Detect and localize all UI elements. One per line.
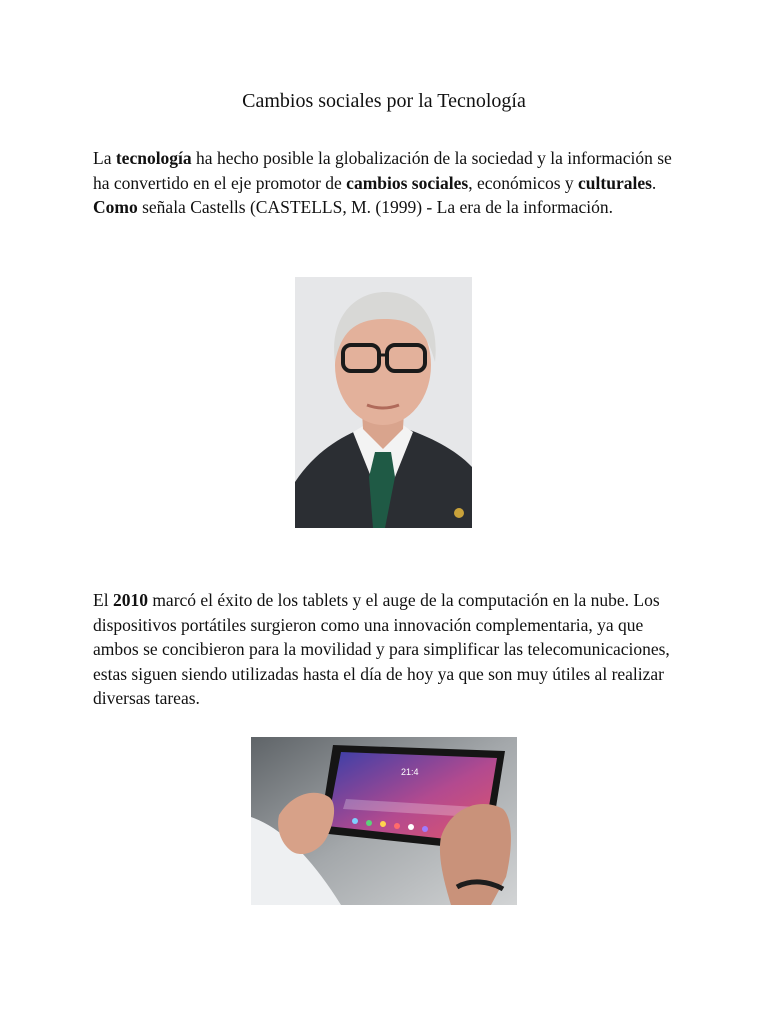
bold-run: cambios sociales bbox=[346, 172, 469, 193]
document-title: Cambios sociales por la Tecnología bbox=[242, 90, 526, 112]
bold-run: Como bbox=[93, 197, 138, 217]
text-run: La bbox=[93, 148, 116, 168]
text-run: El bbox=[93, 590, 113, 610]
text-run: . bbox=[651, 172, 657, 193]
paragraph-intro bbox=[93, 146, 683, 220]
text-run: señala Castells (CASTELLS, M. (1999) - La era de la información. bbox=[137, 197, 614, 217]
text-run: ha hecho posible la globalización de la sociedad y la información se ha convertido en el eje promotor de bbox=[93, 148, 672, 193]
portrait-illustration bbox=[295, 277, 472, 528]
tablet-photo bbox=[251, 737, 517, 905]
text-run: marcó el éxito de los tablets y el auge de la computación en la nube. Los dispositivos portátiles surgieron como una innovación complementaria, ya que ambos se concibieron para la movilidad y para simplificar las telecomunicaciones, estas siguen siendo utilizadas hasta el día de hoy ya que son muy útiles al realizar diversas tareas. bbox=[93, 590, 670, 708]
paragraph-tablets bbox=[93, 588, 683, 711]
bold-run: tecnología bbox=[115, 148, 192, 168]
bold-run: culturales bbox=[578, 172, 652, 193]
tablet-clock: 21:4 bbox=[401, 767, 419, 777]
portrait-photo bbox=[295, 277, 472, 528]
text-run: , económicos y bbox=[468, 172, 579, 193]
bold-run: 2010 bbox=[112, 590, 148, 610]
tablet-illustration bbox=[251, 737, 517, 905]
